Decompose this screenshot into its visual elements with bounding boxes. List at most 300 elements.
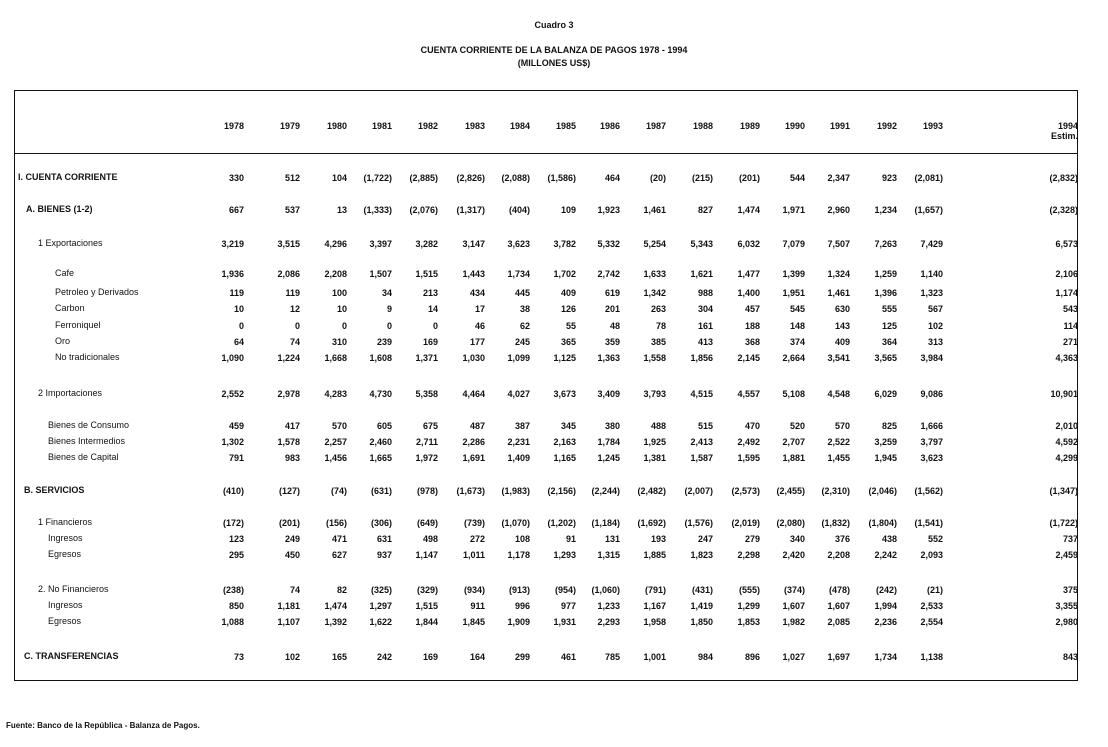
table-cell: 1,088 bbox=[221, 617, 244, 627]
table-cell: 627 bbox=[331, 550, 347, 560]
row-label: Cafe bbox=[55, 268, 75, 278]
table-cell: (934) bbox=[463, 585, 485, 595]
table-cell: 5,108 bbox=[782, 389, 805, 399]
table-cell: 667 bbox=[228, 205, 244, 215]
table-cell: (1,562) bbox=[914, 486, 943, 496]
table-cell: 2,533 bbox=[920, 601, 943, 611]
table-cell: 630 bbox=[834, 304, 850, 314]
table-cell: 984 bbox=[697, 652, 713, 662]
table-cell: 488 bbox=[650, 421, 666, 431]
table-cell: 515 bbox=[697, 421, 713, 431]
table-cell: (2,455) bbox=[776, 486, 805, 496]
table-cell: 520 bbox=[789, 421, 805, 431]
table-cell: 2,420 bbox=[782, 550, 805, 560]
table-cell: 313 bbox=[927, 337, 943, 347]
table-cell: 165 bbox=[331, 652, 347, 662]
table-cell: 0 bbox=[432, 321, 438, 331]
table-cell: (1,832) bbox=[821, 518, 850, 528]
table-cell: 4,548 bbox=[827, 389, 850, 399]
table-cell: 64 bbox=[233, 337, 244, 347]
table-cell: 2,978 bbox=[277, 389, 300, 399]
year-header: 1984 bbox=[509, 121, 530, 131]
table-cell: 1,578 bbox=[277, 437, 300, 447]
table-cell: 1,299 bbox=[737, 601, 760, 611]
table-cell: 5,343 bbox=[690, 239, 713, 249]
table-cell: (555) bbox=[738, 585, 760, 595]
table-cell: 74 bbox=[289, 585, 300, 595]
table-cell: 3,782 bbox=[553, 239, 576, 249]
table-cell: 3,397 bbox=[369, 239, 392, 249]
table-cell: 5,332 bbox=[597, 239, 620, 249]
table-cell: 3,623 bbox=[920, 453, 943, 463]
table-cell: (1,202) bbox=[547, 518, 576, 528]
table-cell: 1,477 bbox=[737, 269, 760, 279]
row-label: C. TRANSFERENCIAS bbox=[24, 651, 119, 661]
table-cell: 242 bbox=[376, 652, 392, 662]
table-cell: 3,282 bbox=[415, 239, 438, 249]
table-cell: 4,283 bbox=[324, 389, 347, 399]
table-cell: 1,853 bbox=[737, 617, 760, 627]
year-header: 1988 bbox=[692, 121, 713, 131]
table-cell: 1,167 bbox=[643, 601, 666, 611]
table-cell: (1,692) bbox=[637, 518, 666, 528]
table-cell: 1,945 bbox=[874, 453, 897, 463]
table-cell: 1,850 bbox=[690, 617, 713, 627]
table-cell: 631 bbox=[376, 534, 392, 544]
table-cell: 545 bbox=[789, 304, 805, 314]
table-cell: 13 bbox=[336, 205, 347, 215]
table-cell: (478) bbox=[828, 585, 850, 595]
table-cell: 1,125 bbox=[553, 353, 576, 363]
table-cell: 1,691 bbox=[462, 453, 485, 463]
table-cell: 201 bbox=[604, 304, 620, 314]
table-cell: 1,315 bbox=[597, 550, 620, 560]
table-cell: 1,224 bbox=[277, 353, 300, 363]
table-cell: (238) bbox=[222, 585, 244, 595]
table-cell: 239 bbox=[376, 337, 392, 347]
table-cell: 14 bbox=[427, 304, 438, 314]
table-cell: 2,145 bbox=[737, 353, 760, 363]
table-cell: 1,885 bbox=[643, 550, 666, 560]
table-cell: (2,081) bbox=[914, 173, 943, 183]
table-cell: (404) bbox=[508, 205, 530, 215]
table-cell: 1,668 bbox=[324, 353, 347, 363]
table-cell: (325) bbox=[370, 585, 392, 595]
table-cell: 6,032 bbox=[737, 239, 760, 249]
table-cell: 12 bbox=[289, 304, 300, 314]
row-label: 1 Exportaciones bbox=[38, 238, 103, 248]
table-cell: 55 bbox=[565, 321, 576, 331]
table-cell: 78 bbox=[655, 321, 666, 331]
table-cell: 2,522 bbox=[827, 437, 850, 447]
table-cell: (1,722) bbox=[363, 173, 392, 183]
table-cell: 1,233 bbox=[597, 601, 620, 611]
table-cell: 304 bbox=[697, 304, 713, 314]
table-cell: 2,554 bbox=[920, 617, 943, 627]
table-cell: 413 bbox=[697, 337, 713, 347]
estimate-note: Estim. bbox=[1050, 131, 1078, 141]
table-cell: 245 bbox=[514, 337, 530, 347]
table-cell: 74 bbox=[289, 337, 300, 347]
table-cell: 791 bbox=[228, 453, 244, 463]
table-cell: 983 bbox=[284, 453, 300, 463]
table-cell: (1,347) bbox=[1049, 486, 1078, 496]
table-cell: (2,244) bbox=[591, 486, 620, 496]
row-label: 2 Importaciones bbox=[38, 388, 103, 398]
table-cell: 164 bbox=[469, 652, 485, 662]
table-cell: 2,711 bbox=[415, 437, 438, 447]
table-cell: 445 bbox=[514, 288, 530, 298]
table-cell: 1,515 bbox=[415, 269, 438, 279]
table-cell: (21) bbox=[926, 585, 943, 595]
table-cell: (2,573) bbox=[731, 486, 760, 496]
table-cell: 1,174 bbox=[1055, 288, 1078, 298]
table-cell: 2,242 bbox=[874, 550, 897, 560]
year-header: 1989 bbox=[739, 121, 760, 131]
table-cell: 249 bbox=[284, 534, 300, 544]
table-cell: 1,595 bbox=[737, 453, 760, 463]
table-cell: 1,147 bbox=[415, 550, 438, 560]
table-cell: 2,010 bbox=[1055, 421, 1078, 431]
table-cell: 850 bbox=[228, 601, 244, 611]
table-cell: 434 bbox=[469, 288, 485, 298]
table-cell: 2,552 bbox=[221, 389, 244, 399]
table-cell: (1,576) bbox=[684, 518, 713, 528]
table-cell: (1,804) bbox=[868, 518, 897, 528]
table-cell: 2,236 bbox=[874, 617, 897, 627]
table-cell: (20) bbox=[649, 173, 666, 183]
table-cell: (2,019) bbox=[731, 518, 760, 528]
table-cell: 1,419 bbox=[690, 601, 713, 611]
table-cell: 996 bbox=[514, 601, 530, 611]
table-cell: (913) bbox=[508, 585, 530, 595]
header-rule bbox=[14, 153, 1078, 154]
table-cell: 3,984 bbox=[920, 353, 943, 363]
table-cell: 6,573 bbox=[1055, 239, 1078, 249]
table-cell: 1,302 bbox=[221, 437, 244, 447]
table-cell: 1,011 bbox=[462, 550, 485, 560]
table-cell: (172) bbox=[222, 518, 244, 528]
table-cell: 1,234 bbox=[874, 205, 897, 215]
table-cell: 295 bbox=[228, 550, 244, 560]
table-cell: 1,107 bbox=[277, 617, 300, 627]
table-cell: 1,607 bbox=[827, 601, 850, 611]
table-cell: 785 bbox=[604, 652, 620, 662]
table-cell: 3,541 bbox=[827, 353, 850, 363]
table-cell: 4,730 bbox=[369, 389, 392, 399]
table-cell: 2,664 bbox=[782, 353, 805, 363]
year-header: 1978 bbox=[223, 121, 244, 131]
table-cell: 4,515 bbox=[690, 389, 713, 399]
table-cell: (2,885) bbox=[409, 173, 438, 183]
table-cell: 102 bbox=[284, 652, 300, 662]
table-cell: 9 bbox=[386, 304, 392, 314]
table-cell: (2,007) bbox=[684, 486, 713, 496]
table-cell: (1,722) bbox=[1049, 518, 1078, 528]
table-cell: 1,474 bbox=[737, 205, 760, 215]
table-cell: 148 bbox=[789, 321, 805, 331]
table-cell: 1,734 bbox=[507, 269, 530, 279]
table-cell: 17 bbox=[474, 304, 485, 314]
table-cell: 1,784 bbox=[597, 437, 620, 447]
table-cell: 1,697 bbox=[827, 652, 850, 662]
table-cell: 1,608 bbox=[369, 353, 392, 363]
table-cell: (1,070) bbox=[501, 518, 530, 528]
table-cell: 1,392 bbox=[324, 617, 347, 627]
table-cell: 385 bbox=[650, 337, 666, 347]
row-label: Ingresos bbox=[48, 533, 83, 543]
table-cell: 1,923 bbox=[597, 205, 620, 215]
row-label: Petroleo y Derivados bbox=[55, 287, 139, 297]
table-cell: (306) bbox=[370, 518, 392, 528]
table-cell: 213 bbox=[422, 288, 438, 298]
table-cell: 299 bbox=[514, 652, 530, 662]
table-cell: 108 bbox=[514, 534, 530, 544]
table-cell: 1,456 bbox=[324, 453, 347, 463]
table-cell: 2,742 bbox=[597, 269, 620, 279]
year-header: 1991 bbox=[829, 121, 850, 131]
table-cell: (215) bbox=[691, 173, 713, 183]
table-cell: 544 bbox=[789, 173, 805, 183]
table-cell: 911 bbox=[470, 601, 485, 611]
table-cell: 1,245 bbox=[597, 453, 620, 463]
table-cell: 827 bbox=[697, 205, 713, 215]
table-cell: 1,702 bbox=[553, 269, 576, 279]
cuadro-number: Cuadro 3 bbox=[534, 20, 574, 30]
table-cell: 2,347 bbox=[827, 173, 850, 183]
table-cell: 543 bbox=[1062, 304, 1078, 314]
table-cell: (1,060) bbox=[591, 585, 620, 595]
table-cell: 570 bbox=[834, 421, 850, 431]
table-cell: 459 bbox=[228, 421, 244, 431]
table-cell: 100 bbox=[331, 288, 347, 298]
table-cell: (2,328) bbox=[1049, 205, 1078, 215]
table-cell: 1,138 bbox=[920, 652, 943, 662]
table-cell: 4,592 bbox=[1055, 437, 1078, 447]
table-cell: 1,931 bbox=[553, 617, 576, 627]
table-cell: 923 bbox=[881, 173, 897, 183]
row-label: B. SERVICIOS bbox=[24, 485, 85, 495]
table-cell: 4,464 bbox=[462, 389, 485, 399]
table-cell: (431) bbox=[691, 585, 713, 595]
table-cell: 177 bbox=[469, 337, 485, 347]
year-header: 1983 bbox=[464, 121, 485, 131]
table-cell: 737 bbox=[1062, 534, 1078, 544]
row-label: Ferroniquel bbox=[55, 320, 101, 330]
table-cell: 3,355 bbox=[1055, 601, 1078, 611]
table-cell: 188 bbox=[744, 321, 760, 331]
table-cell: 365 bbox=[560, 337, 576, 347]
table-cell: 1,371 bbox=[415, 353, 438, 363]
table-cell: 567 bbox=[927, 304, 943, 314]
table-cell: 1,951 bbox=[782, 288, 805, 298]
year-header: 1980 bbox=[326, 121, 347, 131]
table-cell: 1,474 bbox=[324, 601, 347, 611]
table-cell: 1,342 bbox=[643, 288, 666, 298]
table-cell: (649) bbox=[416, 518, 438, 528]
table-cell: 38 bbox=[519, 304, 530, 314]
table-cell: 10 bbox=[336, 304, 347, 314]
table-cell: 62 bbox=[519, 321, 530, 331]
table-cell: 3,147 bbox=[462, 239, 485, 249]
table-cell: 3,623 bbox=[507, 239, 530, 249]
table-cell: 387 bbox=[514, 421, 530, 431]
table-cell: 2,086 bbox=[277, 269, 300, 279]
table-cell: 457 bbox=[744, 304, 760, 314]
table-cell: 470 bbox=[744, 421, 760, 431]
table-cell: 3,673 bbox=[553, 389, 576, 399]
row-label: Egresos bbox=[48, 616, 82, 626]
table-cell: 1,181 bbox=[277, 601, 300, 611]
table-cell: 7,263 bbox=[874, 239, 897, 249]
table-cell: 123 bbox=[228, 534, 244, 544]
year-header: 1986 bbox=[599, 121, 620, 131]
table-cell: 7,507 bbox=[827, 239, 850, 249]
table-cell: 131 bbox=[604, 534, 620, 544]
table-cell: (156) bbox=[325, 518, 347, 528]
table-cell: (2,076) bbox=[409, 205, 438, 215]
table-cell: 2,460 bbox=[369, 437, 392, 447]
table-cell: 114 bbox=[1063, 321, 1078, 331]
table-cell: 2,106 bbox=[1055, 269, 1078, 279]
table-cell: (2,046) bbox=[868, 486, 897, 496]
table-cell: 555 bbox=[881, 304, 897, 314]
table-cell: (2,832) bbox=[1049, 173, 1078, 183]
table-cell: (2,310) bbox=[821, 486, 850, 496]
table-cell: (1,673) bbox=[456, 486, 485, 496]
table-cell: 977 bbox=[560, 601, 576, 611]
table-cell: 5,358 bbox=[415, 389, 438, 399]
row-label: 2. No Financieros bbox=[38, 584, 109, 594]
table-cell: 1,515 bbox=[415, 601, 438, 611]
table-cell: 2,085 bbox=[827, 617, 850, 627]
table-cell: 3,219 bbox=[221, 239, 244, 249]
table-cell: 109 bbox=[560, 205, 576, 215]
table-cell: 1,455 bbox=[827, 453, 850, 463]
table-cell: 91 bbox=[565, 534, 576, 544]
table-cell: 3,515 bbox=[277, 239, 300, 249]
table-cell: 1,363 bbox=[597, 353, 620, 363]
table-cell: 1,856 bbox=[690, 353, 713, 363]
table-cell: 340 bbox=[789, 534, 805, 544]
table-cell: 1,400 bbox=[737, 288, 760, 298]
table-cell: 1,587 bbox=[690, 453, 713, 463]
table-cell: 1,982 bbox=[782, 617, 805, 627]
table-cell: 272 bbox=[469, 534, 485, 544]
table-cell: 3,259 bbox=[874, 437, 897, 447]
table-cell: 271 bbox=[1062, 337, 1078, 347]
table-cell: 2,286 bbox=[462, 437, 485, 447]
year-header: 1994 bbox=[1057, 121, 1078, 131]
table-cell: 368 bbox=[744, 337, 760, 347]
table-cell: 843 bbox=[1062, 652, 1078, 662]
table-cell: (1,541) bbox=[914, 518, 943, 528]
table-cell: (2,826) bbox=[456, 173, 485, 183]
table-cell: 409 bbox=[834, 337, 850, 347]
table-cell: 570 bbox=[331, 421, 347, 431]
table-cell: 4,299 bbox=[1055, 453, 1078, 463]
table-cell: 2,413 bbox=[690, 437, 713, 447]
table-cell: 359 bbox=[604, 337, 620, 347]
table-cell: (1,657) bbox=[914, 205, 943, 215]
table-cell: 2,459 bbox=[1055, 550, 1078, 560]
table-cell: 1,665 bbox=[369, 453, 392, 463]
table-cell: 1,823 bbox=[690, 550, 713, 560]
row-label: Carbon bbox=[55, 303, 85, 313]
table-cell: 1,994 bbox=[874, 601, 897, 611]
table-cell: 1,925 bbox=[643, 437, 666, 447]
table-cell: 0 bbox=[341, 321, 347, 331]
table-cell: 1,461 bbox=[827, 288, 850, 298]
table-cell: 1,666 bbox=[920, 421, 943, 431]
table-cell: (127) bbox=[278, 486, 300, 496]
table-cell: (242) bbox=[875, 585, 897, 595]
table-cell: 1,399 bbox=[782, 269, 805, 279]
table-cell: (410) bbox=[222, 486, 244, 496]
table-cell: 0 bbox=[238, 321, 244, 331]
table-cell: 1,297 bbox=[369, 601, 392, 611]
table-cell: 2,208 bbox=[324, 269, 347, 279]
table-cell: (1,184) bbox=[591, 518, 620, 528]
table-cell: 1,324 bbox=[827, 269, 850, 279]
table-cell: 1,178 bbox=[507, 550, 530, 560]
table-cell: 82 bbox=[336, 585, 347, 595]
table-cell: (2,156) bbox=[547, 486, 576, 496]
table-cell: 498 bbox=[422, 534, 438, 544]
table-cell: (1,333) bbox=[363, 205, 392, 215]
table-cell: 7,429 bbox=[920, 239, 943, 249]
table-cell: 310 bbox=[331, 337, 347, 347]
table-cell: 450 bbox=[284, 550, 300, 560]
table-cell: 345 bbox=[560, 421, 576, 431]
table-cell: 4,557 bbox=[737, 389, 760, 399]
table-cell: 102 bbox=[927, 321, 943, 331]
year-header: 1979 bbox=[279, 121, 300, 131]
row-label: No tradicionales bbox=[55, 352, 120, 362]
table-cell: 1,293 bbox=[553, 550, 576, 560]
table-cell: 461 bbox=[560, 652, 576, 662]
table-cell: 2,960 bbox=[827, 205, 850, 215]
table-cell: (978) bbox=[416, 486, 438, 496]
table-cell: 4,027 bbox=[507, 389, 530, 399]
table-cell: 1,140 bbox=[920, 269, 943, 279]
table-cell: 143 bbox=[834, 321, 850, 331]
table-cell: 9,086 bbox=[920, 389, 943, 399]
table-cell: 2,257 bbox=[324, 437, 347, 447]
table-cell: 1,621 bbox=[690, 269, 713, 279]
row-label: 1 Financieros bbox=[38, 517, 93, 527]
table-cell: 1,165 bbox=[553, 453, 576, 463]
table-cell: 119 bbox=[285, 288, 300, 298]
table-cell: 417 bbox=[284, 421, 300, 431]
table-cell: 126 bbox=[560, 304, 576, 314]
table-cell: (2,482) bbox=[637, 486, 666, 496]
table-cell: 2,208 bbox=[827, 550, 850, 560]
table-cell: (2,088) bbox=[501, 173, 530, 183]
table-cell: 1,607 bbox=[782, 601, 805, 611]
table-cell: 1,558 bbox=[643, 353, 666, 363]
row-label: Bienes Intermedios bbox=[48, 436, 126, 446]
table-cell: 169 bbox=[422, 337, 438, 347]
table-cell: 1,972 bbox=[415, 453, 438, 463]
table-cell: 3,793 bbox=[643, 389, 666, 399]
table-cell: 552 bbox=[927, 534, 943, 544]
table-cell: (631) bbox=[370, 486, 392, 496]
table-cell: 1,381 bbox=[643, 453, 666, 463]
table-cell: (739) bbox=[463, 518, 485, 528]
table-cell: 2,231 bbox=[507, 437, 530, 447]
table-cell: (954) bbox=[554, 585, 576, 595]
